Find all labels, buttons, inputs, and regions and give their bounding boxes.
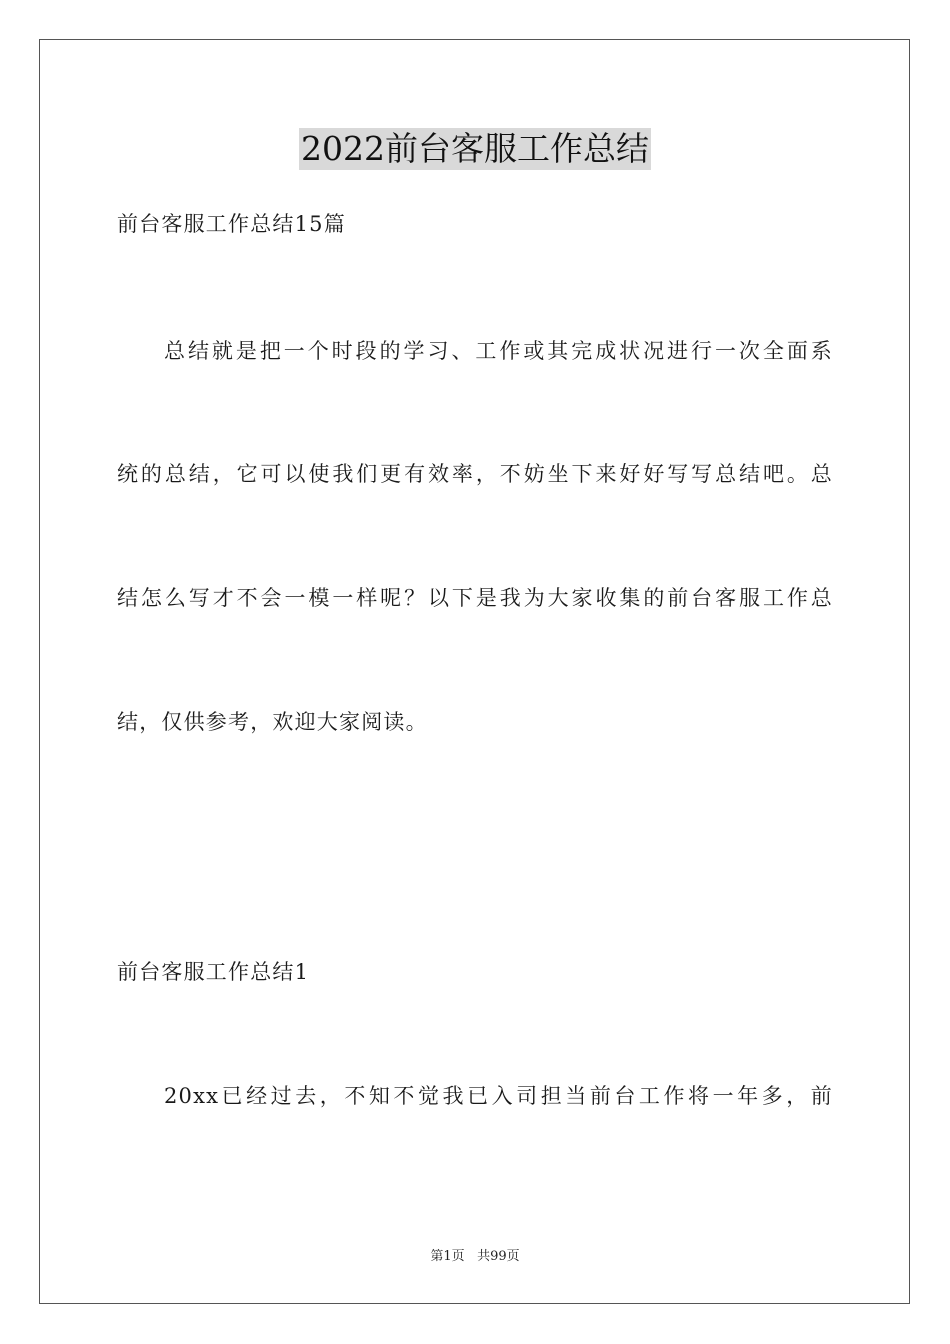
document-title: 2022前台客服工作总结 [301,129,649,168]
section-line-1: 20xx已经过去，不知不觉我已入司担当前台工作将一年多，前 [164,1084,833,1108]
page-total: 共99页 [477,1249,520,1264]
section-heading: 前台客服工作总结1 [117,960,310,984]
title-container [0,128,950,170]
intro-line-4: 结，仅供参考，欢迎大家阅读。 [117,710,428,734]
document-subtitle: 前台客服工作总结15篇 [117,212,346,236]
page-footer [0,1248,950,1266]
intro-line-3: 结怎么写才不会一模一样呢？以下是我为大家收集的前台客服工作总 [117,586,833,610]
page-number: 第1页 [430,1249,465,1264]
intro-line-2: 统的总结，它可以使我们更有效率，不妨坐下来好好写写总结吧。总 [117,462,833,486]
intro-line-1: 总结就是把一个时段的学习、工作或其完成状况进行一次全面系 [164,339,833,363]
